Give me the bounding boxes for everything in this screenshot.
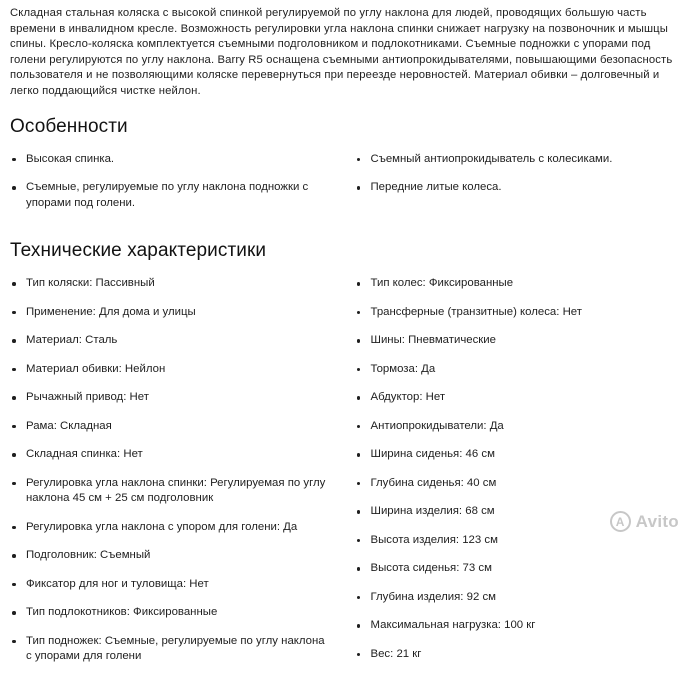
list-item: Рама: Складная <box>10 419 326 435</box>
list-item: Ширина изделия: 68 см <box>355 504 671 520</box>
avito-logo-icon <box>610 511 631 532</box>
list-item: Применение: Для дома и улицы <box>10 305 326 321</box>
list-item: Материал: Сталь <box>10 333 326 349</box>
list-item: Регулировка угла наклона с упором для голени: Да <box>10 520 326 536</box>
list-item: Фиксатор для ног и туловища: Нет <box>10 577 326 593</box>
list-item: Регулировка угла наклона спинки: Регулируемая по углу наклона 45 см + 25 см подголовник <box>10 476 326 507</box>
list-item: Ширина сиденья: 46 см <box>355 447 671 463</box>
list-item: Трансферные (транзитные) колеса: Нет <box>355 305 671 321</box>
specs-right-list <box>355 276 680 662</box>
specs-heading: Технические характеристики <box>10 240 267 262</box>
list-item: Складная спинка: Нет <box>10 447 326 463</box>
features-right-list <box>355 152 680 196</box>
features-columns <box>10 152 679 225</box>
list-item: Вес: 21 кг <box>355 647 671 663</box>
list-item: Материал обивки: Нейлон <box>10 362 326 378</box>
list-item: Съемные, регулируемые по углу наклона подножки с упорами под голени. <box>10 180 326 211</box>
features-left-list <box>10 152 345 212</box>
list-item: Тип подлокотников: Фиксированные <box>10 605 326 621</box>
specs-left-list <box>10 276 345 665</box>
avito-watermark-label: Avito <box>635 511 679 531</box>
list-item: Глубина сиденья: 40 см <box>355 476 671 492</box>
list-item: Съемный антиопрокидыватель с колесиками. <box>355 152 671 168</box>
specs-right-column <box>345 276 680 678</box>
avito-watermark <box>610 511 679 532</box>
list-item: Тип подножек: Съемные, регулируемые по углу наклона с упорами для голени <box>10 634 326 665</box>
list-item: Рычажный привод: Нет <box>10 390 326 406</box>
list-item: Антиопрокидыватели: Да <box>355 419 671 435</box>
list-item: Максимальная нагрузка: 100 кг <box>355 618 671 634</box>
features-left-column <box>10 152 345 225</box>
features-right-column <box>345 152 680 225</box>
list-item: Высота сиденья: 73 см <box>355 561 671 577</box>
list-item: Подголовник: Съемный <box>10 548 326 564</box>
features-heading: Особенности <box>10 115 128 137</box>
list-item: Тип коляски: Пассивный <box>10 276 326 292</box>
list-item: Глубина изделия: 92 см <box>355 590 671 606</box>
specs-left-column <box>10 276 345 678</box>
list-item: Передние литые колеса. <box>355 180 671 196</box>
intro-paragraph: Складная стальная коляска с высокой спинкой регулируемой по углу наклона для людей, проводящих большую часть времени в инвалидном кресле. Возможность регулировки угла наклона спинки снижает нагрузку на позвоночник и мышцы спины. Кресло-коляска комплектуется съемными подголовником и подлокотниками. Съемные подножки с упорами под голени регулируются по углу наклона. Barry R5 оснащена съемными антиопрокидывателями, повышающими безопасность пользователя и не позволяющими коляске перевернуться при переезде неровностей. Материал обивки – долговечный и легко поддающийся чистке нейлон. <box>10 7 673 97</box>
specs-columns <box>10 276 679 678</box>
list-item: Абдуктор: Нет <box>355 390 671 406</box>
list-item: Тормоза: Да <box>355 362 671 378</box>
list-item: Шины: Пневматические <box>355 333 671 349</box>
list-item: Тип колес: Фиксированные <box>355 276 671 292</box>
list-item: Высота изделия: 123 см <box>355 533 671 549</box>
list-item: Высокая спинка. <box>10 152 326 168</box>
